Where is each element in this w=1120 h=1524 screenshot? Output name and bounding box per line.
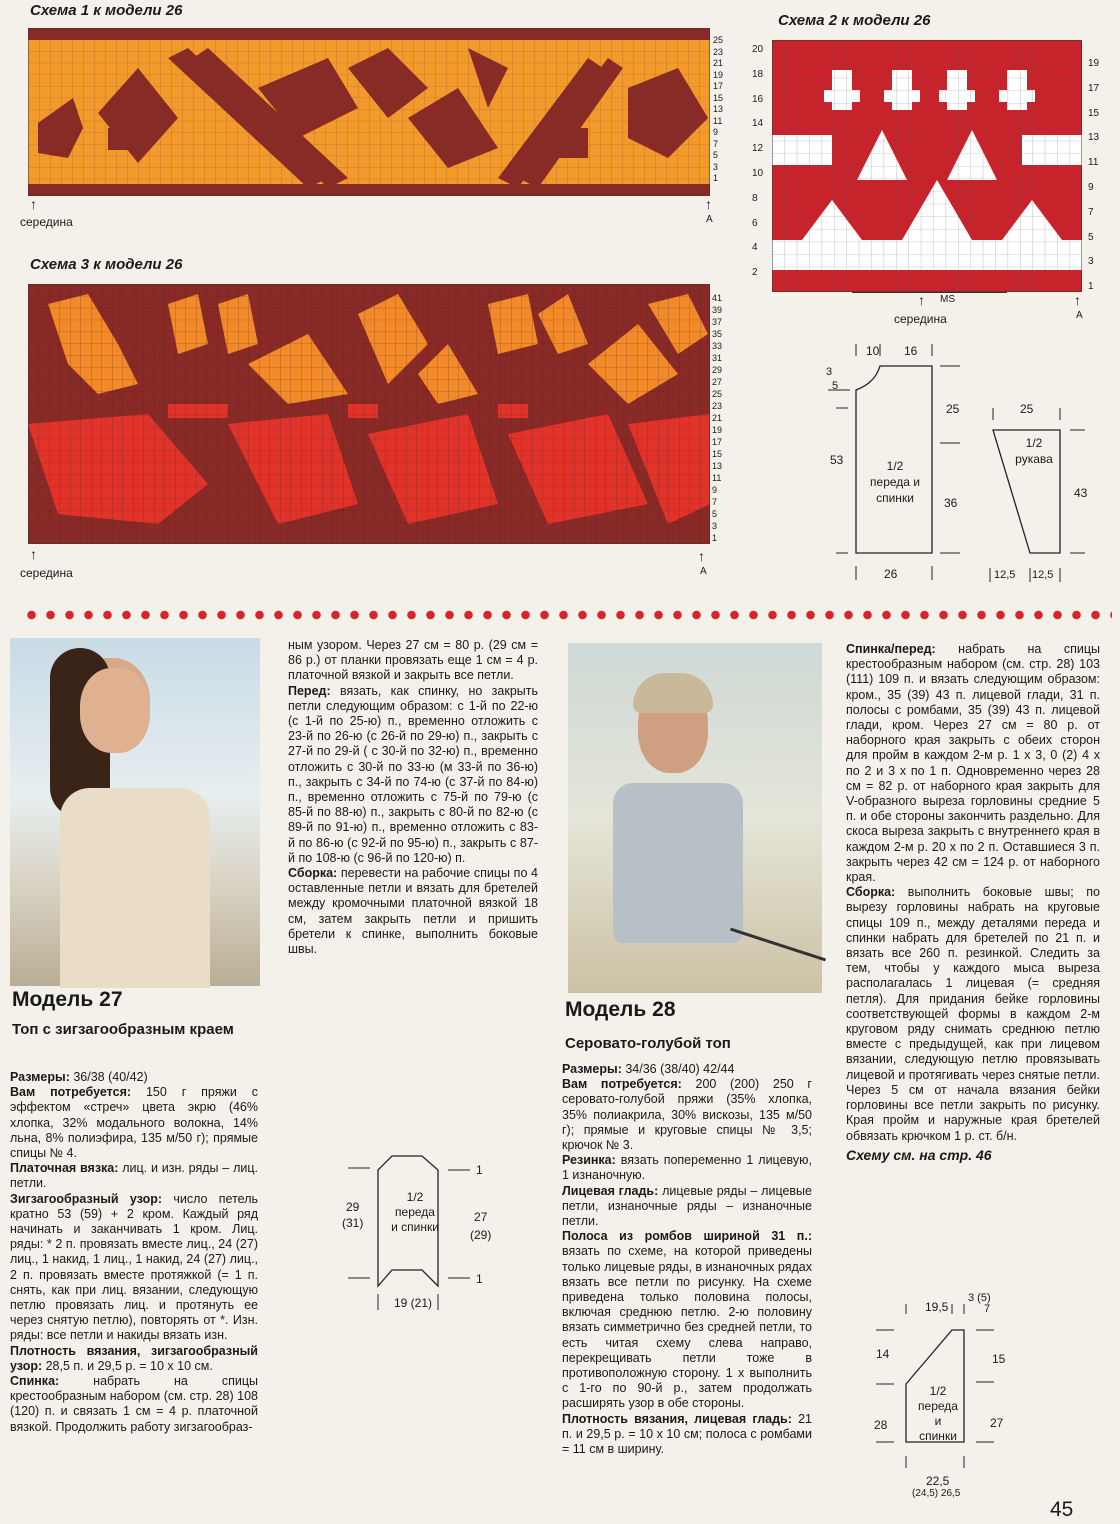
model28-photo [568,643,822,993]
p26-sleeve-top: 25 [1020,402,1034,416]
model28-text-col2: Спинка/перед: набрать на спицы крестообразным набором (см. стр. 28) 103 (111) 109 п. и вязать следующим образом: кром., 35 (39) 43 п. лицевой глади, 31 п. полосы с ромбами, 35 (39) 43 п. лицевой глади, кром. Через 27 см = 80 р. от наборного края закрыть с обеих сторон для пройм в каждом 2-м р. 1 х 3, 0 (2) 4 х по 2 и 3 х по 1 п. Одновременно через 28 см = 82 р. от наборного края закрыть для V-образного выреза горловины средние 5 п. и обе стороны закончить раздельно. Для скоса выреза закрыть с внутреннего края в каждом 2-м р. 20 х по 2 п. Оставшиеся 3 п. закрыть через 42 см = 124 р. от наборного края. Сборка: выполнить боковые швы; по вырезу горловины набрать на круговые спицы 109 п., между деталями переда и спинки набрать для бретелей по 21 п. и вязать все 260 п. резинкой. Следить за тем, чтобы у каждого мыса выреза располагалась 1 лицевая (= средняя петля). Для придания бейке горловины соответствующей формы в каждом 2-м круговом ряду снимать среднюю петлю вместе с предыдущей, как при лицевом вязании, следующую петлю провязывать лицевой и протягивать через снятые петли. Через 5 см от начала вязания бейки горловины все петли закрыть по рисунку. Края пройм и наружные края бретелей обвязать крючком 1 р. ст. б/н. Схему см. на стр. 46 [846,642,1100,1163]
schema3-arrow-label: A [700,566,707,577]
schema1-row-numbers: 25 23 21 19 17 15 13 11 9 7 5 3 1 [713,35,724,183]
m28-pattern-label: 1/2 переда и спинки [918,1384,958,1443]
schema1-middle-arrow-icon: ↑ [30,196,37,212]
m28-h14: 14 [876,1347,890,1361]
schema3-title: Схема 3 к модели 26 [30,256,183,273]
m27-mark-bottom: 1 [476,1272,483,1286]
p26-dim-3: 3 [826,366,833,378]
schema2-arrow-label: A [1076,310,1083,321]
m28-h28: 28 [874,1418,888,1432]
model27-text-col1: Размеры: 36/38 (40/42) Вам потребуется: 150 г пряжи с эффектом «стреч» цвета экрю (46% хлопка, 32% модального волокна, 14% льна, 8% полиэфира, 135 м/50 г); прямые спицы № 4. Платочная вязка: лиц. и изн. ряды – лиц. петли. Зигзагообразный узор: число петель кратно 53 (59) + 2 кром. Каждый ряд начинать и заканчивать 1 кром. Лиц. ряды: * 2 п. провязать вместе лиц., 24 (27) лиц., 1 накид, 1 лиц., 1 накид, 24 (27) лиц., 2 п. провязать вместе протяжкой (= 1 п. снять, как при лиц. вязании, следующую петлю провязать лиц. и протянуть ее через снятую петлю), повторять от *. Изн. ряды: все петли и накиды вязать изн. Плотность вязания, зигзагообразный узор: 28,5 п. и 29,5 р. = 10 x 10 см. Спинка: набрать на спицы крестообразным набором (см. стр. 28) 108 (120) п. и связать 1 см = 4 р. платочной вязкой. Продолжить работу зигзагообраз- [10,1070,259,1434]
model28-see-link: Схему см. на стр. 46 [846,1146,992,1163]
m28-h15: 15 [992,1352,1006,1366]
p26-dim-26: 26 [884,567,898,581]
m28-width: 22,5 [926,1474,950,1488]
schema2-row-numbers-right: 19 17 15 13 11 9 7 5 3 1 [1088,58,1100,293]
m27-h-left: 29 [346,1200,360,1214]
schema3-end-arrow-icon: ↑ [698,548,705,564]
p26-dim-36: 36 [944,496,958,510]
schema1-end-arrow-icon: ↑ [705,196,712,212]
schema2-middle-label: середина [894,312,947,326]
m27-h-left2: (31) [342,1216,364,1230]
m27-mark-top: 1 [476,1163,483,1177]
model28-title: Модель 28 [565,998,676,1021]
schema1-chart [28,28,710,196]
p26-dim-5: 5 [832,380,839,392]
m28-width2: (24,5) 26,5 [912,1488,961,1499]
schema2-row-numbers-left: 20 18 16 14 12 10 8 6 4 2 [752,44,764,279]
schema2-middle-arrow-icon: ↑ [918,292,925,308]
p26-sleeve-label: 1/2 рукава [1015,436,1053,466]
dotted-divider [22,608,1112,622]
m27-pattern-label: 1/2 переда и спинки [391,1190,439,1234]
schema1-arrow-label: A [706,214,713,225]
schema2-ms-label: MS [940,294,955,305]
p26-dim-53: 53 [830,453,844,467]
p26-body-label: 1/2 переда и спинки [870,459,920,505]
m28-top: 19,5 [925,1300,949,1314]
page-number: 45 [1050,1498,1074,1521]
model27-subtitle: Топ с зигзагообразным краем [12,1021,234,1038]
m27-h-right2: (29) [470,1228,492,1242]
schema2-chart [772,40,1082,292]
p26-dim-10: 10 [866,344,880,358]
m28-h27: 27 [990,1416,1004,1430]
schema3-middle-label: середина [20,566,73,580]
schema3-chart [28,284,710,544]
schema1-title: Схема 1 к модели 26 [30,2,183,19]
schema2-ms-bracket [852,292,1007,293]
m28-top-r2: 7 [984,1303,991,1315]
model27-photo [10,638,260,986]
p26-sleeve-b1: 12,5 [994,569,1016,581]
m27-width: 19 (21) [394,1296,433,1310]
schema1-middle-label: середина [20,215,73,229]
p26-sleeve-b2: 12,5 [1032,569,1054,581]
m28-top-r: 3 (5) [968,1292,991,1304]
model27-title: Модель 27 [12,988,123,1011]
schema2-title: Схема 2 к модели 26 [778,12,931,29]
p26-dim-25: 25 [946,402,960,416]
model28-subtitle: Серовато-голубой топ [565,1035,731,1052]
model27-text-col2: ным узором. Через 27 см = 80 р. (29 см = 86 р.) от планки провязать еще 1 см = 4 р. платочной вязкой и закрыть все петли. Перед: вязать, как спинку, но закрыть петли следующим образом: с 1-й по 22-ю (с 1-й по 25-ю) п., временно отложить с 23-й по 26-ю (с 26-й по 29-ю) п., закрыть с 27-й по 29-й ( с 30-й по 32-ю) п., временно отложить с 30-й по 33-ю (м 33-й по 36-ю) п., закрыть с 34-й по 74-ю (с 37-й по 84-ю) п., временно отложить с 75-й по 79-ю (с 85-й по 88-ю) п., закрыть с 80-й по 82-ю (с 89-й по 91-ю) п., временно отложить с 83-й по 86-ю (с 92-й по 95-ю) п., закрыть с 87-й по 108-ю (с 96-й по 120-ю) п. Сборка: перевести на рабочие спицы по 4 оставленные петли и вязать для бретелей между кромочными платочной вязкой 18 см, затем закрыть петли и пришить бретели к спинке, выполнить боковые швы. [288,638,538,957]
p26-sleeve-height: 43 [1074,486,1088,500]
m27-h-right: 27 [474,1210,488,1224]
schema3-middle-arrow-icon: ↑ [30,546,37,562]
p26-dim-16: 16 [904,344,918,358]
model28-text-col1: Размеры: 34/36 (38/40) 42/44 Вам потребуется: 200 (200) 250 г серовато-голубой пряжи (35% хлопка, 35% полиакрила, 30% вискозы, 135 м/50 г); прямые и круговые спицы № 3,5; крючок № 3. Резинка: вязать попеременно 1 лицевую, 1 изнаночную. Лицевая гладь: лицевые ряды – лицевые петли, изнаночные ряды – изнаночные петли. Полоса из ромбов шириной 31 п.: вязать по схеме, на которой приведены только лицевые ряды, в изнаночных рядах вязать все петли по рисунку. На схеме приведена только половина полосы, включая среднюю петлю. 2-ю половину вязать симметрично без средней петли, то есть читая схему слева направо, перекрещивать петли тоже в противоположную сторону. 1 х выполнить с 1-го по 90-й р., затем продолжать расширять узор в обе стороны. Плотность вязания, лицевая гладь: 21 п. и 29,5 р. = 10 x 10 см; полоса с ромбами = 11 см в ширину. [562,1062,812,1457]
schema3-row-numbers: 41 39 37 35 33 31 29 27 25 23 21 19 17 15 13 11 9 7 5 3 1 [712,293,723,543]
schema2-end-arrow-icon: ↑ [1074,292,1081,308]
